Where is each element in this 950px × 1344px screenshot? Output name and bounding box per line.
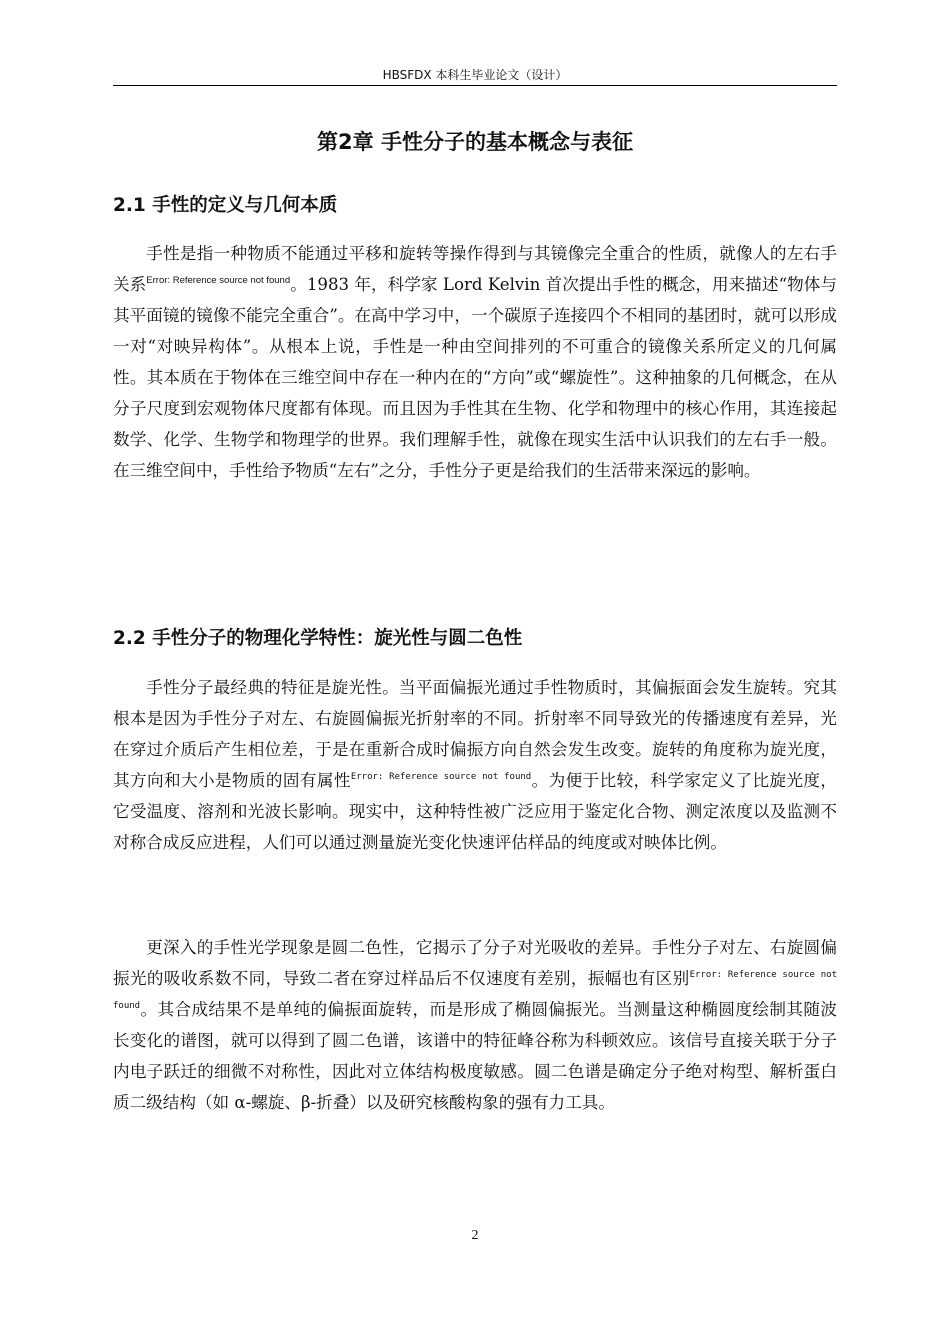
running-header: HBSFDX 本科生毕业论文（设计） bbox=[382, 68, 568, 82]
section-heading-2-1: 2.1 手性的定义与几何本质 bbox=[113, 195, 338, 216]
header-rule bbox=[113, 85, 837, 86]
paragraph-text: 更深入的手性光学现象是圆二色性，它揭示了分子对光吸收的差异。手性分子对左、右旋圆偏振光的吸收系数不同，导致二者在穿过样品后不仅速度有差别，振幅也有区别 bbox=[113, 938, 837, 988]
reference-error: Error: Reference source not found bbox=[350, 772, 532, 782]
section-heading-2-2: 2.2 手性分子的物理化学特性：旋光性与圆二色性 bbox=[113, 628, 523, 649]
paragraph-circular-dichroism bbox=[113, 932, 837, 1118]
paragraph-text: 。1983 年，科学家 Lord Kelvin 首次提出手性的概念，用来描述“物体与其平面镜的镜像不能完全重合”。在高中学习中，一个碳原子连接四个不相同的基团时，就可以形成一对“对映异构体”。从根本上说，手性是一种由空间排列的不可重合的镜像关系所定义的几何属性。其本质在于物体在三维空间中存在一种内在的“方向”或“螺旋性”。这种抽象的几何概念，在从分子尺度到宏观物体尺度都有体现。而且因为手性其在生物、化学和物理中的核心作用，其连接起数学、化学、生物学和物理学的世界。我们理解手性，就像在现实生活中认识我们的左右手一般。在三维空间中，手性给予物质“左右”之分，手性分子更是给我们的生活带来深远的影响。 bbox=[113, 275, 838, 480]
paragraph-text: 。为便于比较，科学家定义了比旋光度，它受温度、溶剂和光波长影响。现实中，这种特性被广泛应用于鉴定化合物、测定浓度以及监测不对称合成反应进程，人们可以通过测量旋光变化快速评估样品的纯度或对映体比例。 bbox=[113, 771, 838, 852]
paragraph-text: 手性分子最经典的特征是旋光性。当平面偏振光通过手性物质时，其偏振面会发生旋转。究其根本是因为手性分子对左、右旋圆偏振光折射率的不同。折射率不同导致光的传播速度有差异，光在穿过介质后产生相位差，于是在重新合成时偏振方向自然会发生改变。旋转的角度称为旋光度，其方向和大小是物质的固有属性 bbox=[113, 678, 837, 790]
paragraph-chirality-definition bbox=[113, 238, 837, 486]
page-number: 2 bbox=[471, 1228, 479, 1243]
reference-error: Error: Reference source not found bbox=[113, 970, 837, 1011]
paragraph-optical-rotation bbox=[113, 672, 837, 858]
paragraph-text: 手性是指一种物质不能通过平移和旋转等操作得到与其镜像完全重合的性质，就像人的左右手关系 bbox=[113, 244, 837, 294]
reference-error: Error: Reference source not found bbox=[146, 275, 291, 286]
chapter-title: 第2章 手性分子的基本概念与表征 bbox=[317, 130, 633, 154]
paragraph-text: 。其合成结果不是单纯的偏振面旋转，而是形成了椭圆偏振光。当测量这种椭圆度绘制其随波长变化的谱图，就可以得到了圆二色谱，该谱中的特征峰谷称为科顿效应。该信号直接关联于分子内电子跃迁的细微不对称性，因此对立体结构极度敏感。圆二色谱是确定分子绝对构型、解析蛋白质二级结构（如 α-螺旋、β-折叠）以及研究核酸构象的强有力工具。 bbox=[113, 1000, 837, 1112]
